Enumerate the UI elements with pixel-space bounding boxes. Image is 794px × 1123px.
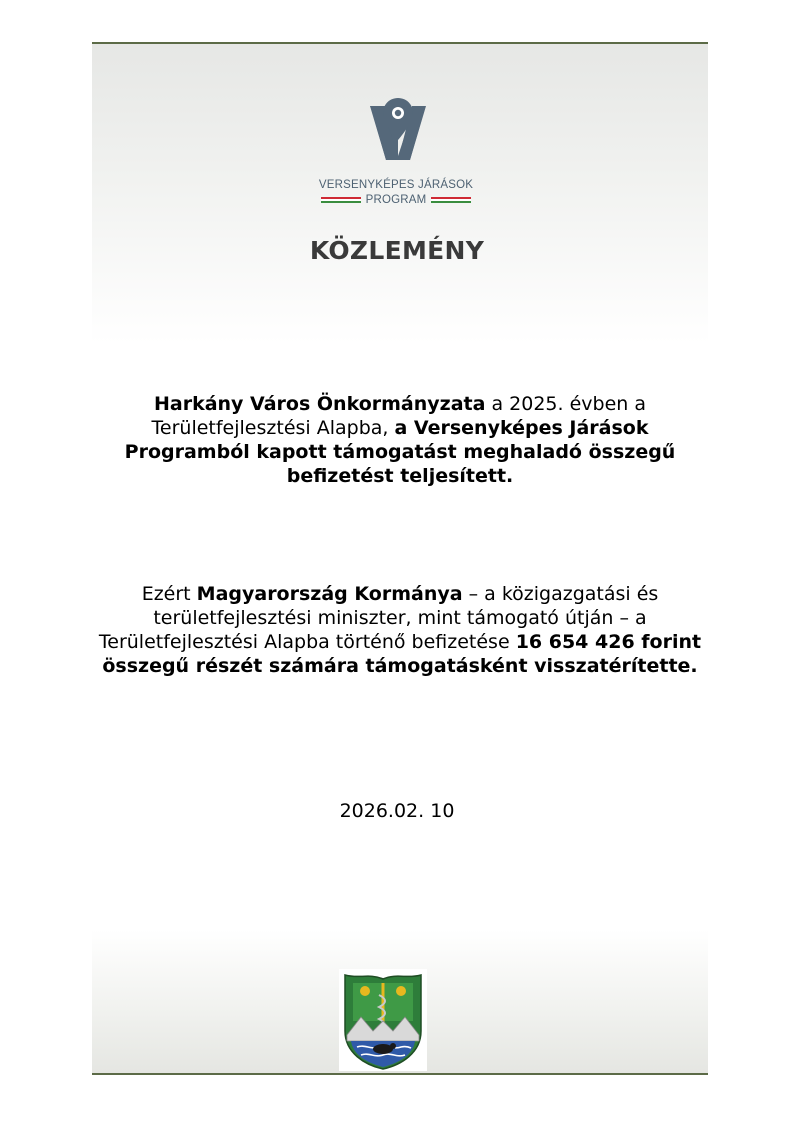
page-title: KÖZLEMÉNY xyxy=(309,236,485,265)
p1-bold-municipality: Harkány Város Önkormányzata xyxy=(153,393,486,415)
vjp-logo-text xyxy=(300,178,492,207)
flag-stripes-left xyxy=(321,197,361,204)
p2-bold-government: Magyarország Kormánya xyxy=(196,583,463,605)
logo-line1: VERSENYKÉPES JÁRÁSOK xyxy=(318,179,474,191)
p1-text: a 2025. évben a Területfejlesztési Alapba, xyxy=(151,393,647,439)
paragraph-2 xyxy=(92,582,708,678)
logo-line2-row xyxy=(300,193,492,207)
logo-line2: PROGRAM xyxy=(365,194,427,206)
bottom-rule xyxy=(92,1073,708,1075)
date: 2026.02. 10 xyxy=(339,800,455,822)
p2-text-start: Ezért xyxy=(141,583,197,605)
p2-bold-amount: 16 654 426 forint összegű részét számára támogatásként visszatérítette. xyxy=(102,631,702,677)
paragraph-1 xyxy=(92,392,708,488)
coat-of-arms-icon xyxy=(339,969,427,1071)
flag-stripes-right xyxy=(431,197,471,204)
p2-text-middle: – a közigazgatási és területfejlesztési miniszter, mint támogató útján – a Területfejlesztési Alapba történő befizetése xyxy=(98,583,659,653)
p1-bold-program: a Versenyképes Járások Programból kapott támogatást meghaladó összegű befizetést teljesített. xyxy=(124,417,676,487)
